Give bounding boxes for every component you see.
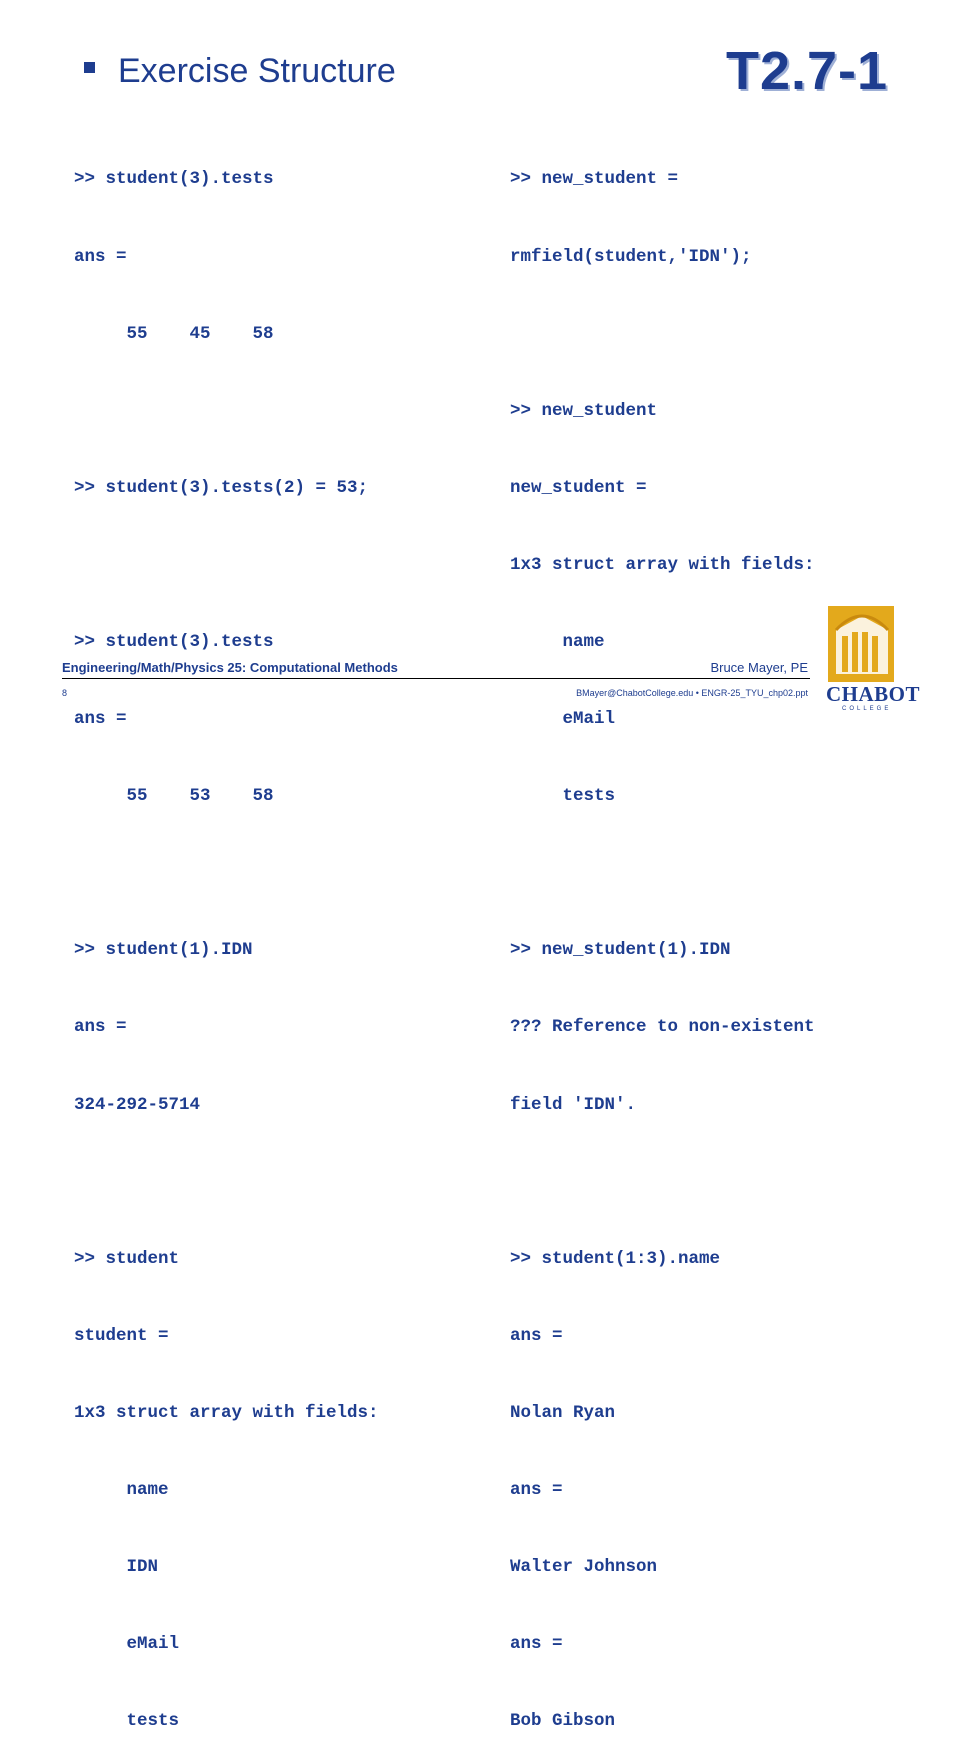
- code-line: tests: [74, 1711, 180, 1732]
- code-line: [74, 553, 379, 579]
- code-line: >> student: [74, 1248, 180, 1269]
- logo-subtitle: COLLEGE: [842, 706, 892, 712]
- code-line: ans =: [510, 1325, 563, 1346]
- code-line: >> student(1).IDN: [74, 940, 253, 961]
- footer-file: BMayer@ChabotCollege.edu • ENGR-25_TYU_chp02.ppt: [576, 688, 808, 698]
- footer-page-number: 8: [62, 688, 68, 698]
- code-right: [510, 116, 815, 1761]
- code-line: ans =: [510, 1634, 563, 1655]
- code-line: [510, 322, 815, 348]
- slide-bullet: [84, 62, 95, 73]
- code-line: >> student(3).tests(2) = 53;: [74, 477, 369, 498]
- code-line: Bob Gibson: [510, 1711, 616, 1732]
- code-line: >> new_student =: [510, 169, 679, 190]
- code-line: ans =: [510, 1480, 563, 1500]
- code-line: >> student(1:3).name: [510, 1248, 721, 1269]
- logo-name: CHABOT: [826, 682, 921, 706]
- code-line: [74, 399, 379, 425]
- code-line: eMail: [510, 709, 616, 730]
- code-line: [510, 861, 815, 887]
- code-line: name: [510, 631, 605, 652]
- code-line: 1x3 struct array with fields:: [510, 554, 815, 575]
- code-line: [510, 1170, 815, 1196]
- code-line: >> student(3).tests: [74, 169, 274, 190]
- footer-rule: [62, 678, 810, 679]
- code-line: Nolan Ryan: [510, 1402, 616, 1423]
- footer-author: Bruce Mayer, PE: [710, 660, 808, 675]
- code-line: student =: [74, 1325, 169, 1346]
- code-line: new_student =: [510, 477, 647, 498]
- code-line: ans =: [74, 246, 127, 267]
- code-line: 1x3 struct array with fields:: [74, 1402, 379, 1423]
- code-left: [74, 116, 379, 1761]
- code-line: [74, 861, 379, 887]
- code-line: 55 45 58: [74, 323, 274, 344]
- code-line: 324-292-5714: [74, 1094, 201, 1115]
- code-line: field 'IDN'.: [510, 1094, 637, 1115]
- slide-heading: Exercise Structure: [118, 52, 396, 90]
- code-line: rmfield(student,'IDN');: [510, 246, 752, 267]
- footer-course: Engineering/Math/Physics 25: Computational Methods: [62, 660, 398, 675]
- code-line: 55 53 58: [74, 786, 274, 807]
- code-line: ??? Reference to non-existent: [510, 1017, 815, 1038]
- code-line: name: [74, 1480, 169, 1500]
- code-line: eMail: [74, 1634, 180, 1655]
- code-line: tests: [510, 786, 616, 807]
- code-line: [74, 1170, 379, 1196]
- code-line: ans =: [74, 709, 127, 730]
- code-line: IDN: [74, 1557, 159, 1578]
- slide-id: T2.7-1: [726, 41, 889, 101]
- code-line: Walter Johnson: [510, 1557, 658, 1578]
- code-line: ans =: [74, 1017, 127, 1038]
- code-line: >> new_student: [510, 400, 658, 421]
- code-line: >> new_student(1).IDN: [510, 940, 731, 961]
- code-line: >> student(3).tests: [74, 631, 274, 652]
